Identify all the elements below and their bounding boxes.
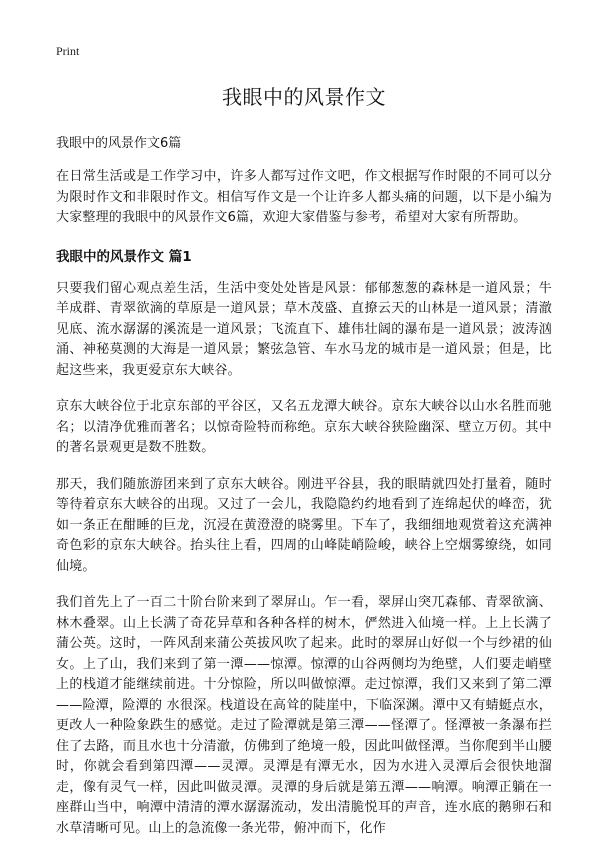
section-heading: 我眼中的风景作文 篇1 [56, 248, 192, 265]
intro-paragraph: 在日常生活或是工作学习中，许多人都写过作文吧，作文根据写作时限的不同可以分为限时作文和非限时作文。相信写作文是一个让许多人都头痛的问题，以下是小编为大家整理的我眼中的风景作文6篇，欢迎大家借鉴与参考，希望对大家有所帮助。 [56, 169, 552, 225]
page-title: 我眼中的风景作文 [222, 85, 386, 109]
print-link[interactable]: Print [56, 44, 80, 58]
body-paragraph-2: 京东大峡谷位于北京东部的平谷区，又名五龙潭大峡谷。京东大峡谷以山水名胜而驰名；以清净优雅而著名；以惊奇险特而称绝。京东大峡谷狭险幽深、壁立万仞。其中的著名景观更是数不胜数。 [56, 399, 552, 455]
body-paragraph-4: 我们首先上了一百二十阶台阶来到了翠屏山。乍一看，翠屏山突兀森郁、青翠欲滴、林木叠翠。山上长满了奇花异草和各种各样的树木，俨然进入仙境一样。上上长满了蒲公英。这时，一阵风刮来蒲公英拔风吹了起来。此时的翠屏山好似一个与纱裙的仙女。上了山，我们来到了第一潭——惊潭。惊潭的山谷两侧均为绝壁，人们要走峭壁上的栈道才能继续前进。十分惊险，所以叫做惊潭。走过惊潭，我们又来到了第二潭——险潭，险潭的 水很深。栈道设在高耸的陡崖中，下临深渊。潭中又有蜻蜓点水，更改人一种险象跌生的感觉。走过了险潭就是第三潭——怪潭了。怪潭被一条瀑布拦住了去路，而且水也十分清澈，仿佛到了绝境一般，因此叫做怪潭。当你爬到半山腰时，你就会看到第四潭——灵潭。灵潭是有潭无水，因为水进入灵潭后会很快地溜走，像有灵气一样，因此叫做灵潭。灵潭的身后就是第五潭——响潭。响潭正躺在一座群山当中，响潭中清清的潭水潺潺流动，发出清脆悦耳的声音，连水底的鹅卵石和水草清晰可见。山上的急流像一条光带，俯冲而下，化作 [56, 595, 552, 836]
body-paragraph-1: 只要我们留心观点差生活，生活中变处处皆是风景：郁郁葱葱的森林是一道风景；牛羊成群、青翠欲滴的草原是一道风景；草木茂盛、直撩云天的山林是一道风景；清澈见底、流水潺潺的溪流是一道风景；飞流直下、雄伟壮阔的瀑布是一道风景；波涛汹涌、神秘莫测的大海是一道风景；繁弦急管、车水马龙的城市是一道风景；但是，比起这些来，我更爱京东大峡谷。 [56, 280, 552, 378]
document-page [56, 44, 552, 855]
body-paragraph-3: 那天，我们随旅游团来到了京东大峡谷。刚进平谷县，我的眼睛就四处打量着，随时等待着京东大峡谷的出现。又过了一会儿，我隐隐约约地看到了连绵起伏的峰峦，犹如一条正在酣睡的巨龙，沉浸在黄澄澄的晓雾里。下车了，我细细地观赏着这充满神奇色彩的京东大峡谷。抬头往上看，四周的山峰陡峭险峻，峡谷上空烟雾缭绕，如同仙境。 [56, 476, 552, 574]
document-subtitle: 我眼中的风景作文6篇 [56, 136, 182, 151]
